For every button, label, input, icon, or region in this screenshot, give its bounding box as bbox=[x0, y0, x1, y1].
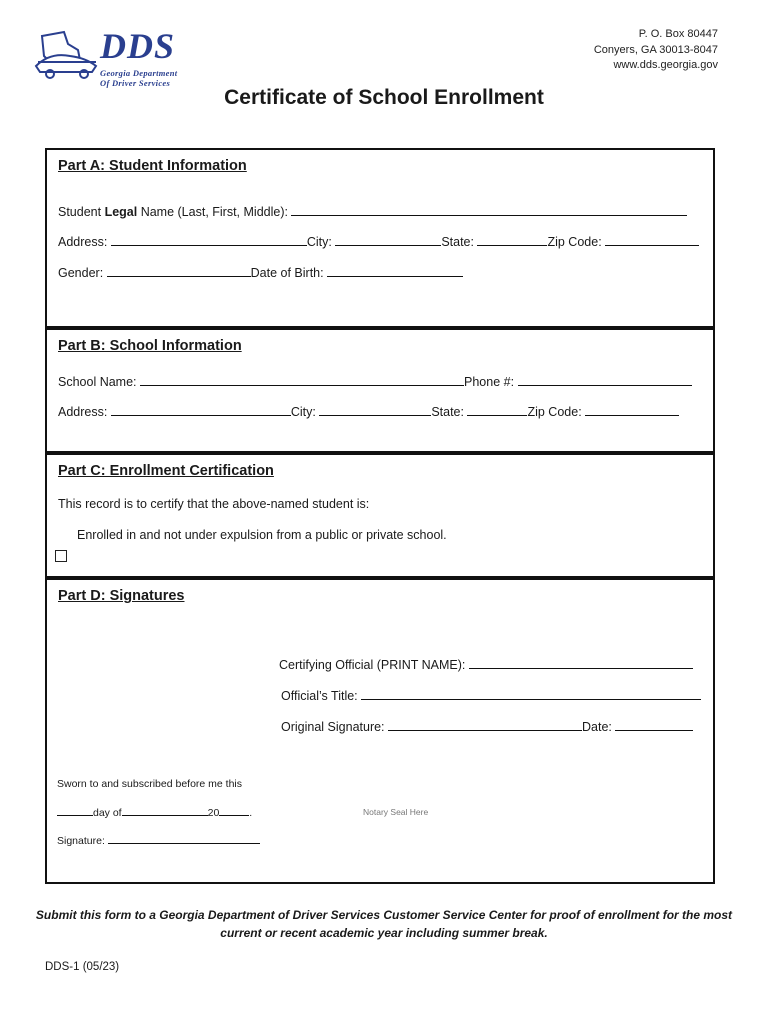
official-title-row bbox=[281, 686, 701, 703]
page-title: Certificate of School Enrollment bbox=[224, 86, 544, 109]
gender-dob-row bbox=[58, 263, 463, 280]
notary-seal-placeholder: Notary Seal Here bbox=[363, 807, 429, 817]
school-zip-label: Zip Code: bbox=[527, 405, 582, 419]
georgia-map-car-icon bbox=[34, 26, 100, 84]
school-city-label: City: bbox=[290, 405, 316, 419]
student-state-field[interactable] bbox=[477, 232, 547, 246]
certification-statement: This record is to certify that the above-named student is: bbox=[58, 497, 370, 511]
part-a-title: Part A: Student Information bbox=[58, 158, 247, 174]
student-name-label-bold: Legal bbox=[104, 205, 138, 219]
city-state-zip: Conyers, GA 30013-8047 bbox=[593, 43, 718, 56]
school-city-field[interactable] bbox=[319, 402, 431, 416]
enrollment-option-label: Enrolled in and not under expulsion from a public or private school. bbox=[77, 528, 447, 542]
city-label: City: bbox=[306, 235, 332, 249]
original-signature-label: Original Signature: bbox=[281, 720, 385, 734]
submission-instructions bbox=[20, 906, 748, 942]
part-d-section bbox=[45, 578, 715, 884]
instructions-line-2: current or recent academic year including summer break. bbox=[220, 926, 548, 940]
logo-wordmark: DDS bbox=[100, 26, 176, 66]
official-title-field[interactable] bbox=[361, 686, 701, 700]
official-name-row bbox=[279, 655, 693, 672]
sworn-statement: Sworn to and subscribed before me this bbox=[57, 778, 243, 790]
day-of-label: day of bbox=[93, 807, 122, 819]
contact-block bbox=[594, 27, 718, 74]
notary-day-field[interactable] bbox=[57, 804, 93, 816]
part-b-title: Part B: School Information bbox=[58, 338, 242, 354]
signature-date-field[interactable] bbox=[615, 717, 693, 731]
date-label: Date: bbox=[582, 720, 612, 734]
signature-row bbox=[281, 717, 693, 734]
gender-label: Gender: bbox=[58, 266, 104, 280]
part-a-section bbox=[45, 148, 715, 328]
notary-signature-label: Signature: bbox=[57, 835, 105, 847]
notary-year-field[interactable] bbox=[219, 804, 249, 816]
school-address-field[interactable] bbox=[111, 402, 291, 416]
school-address-row bbox=[58, 402, 679, 419]
part-c-section bbox=[45, 453, 715, 578]
state-label: State: bbox=[441, 235, 474, 249]
gender-field[interactable] bbox=[107, 263, 251, 277]
school-name-label: School Name: bbox=[58, 375, 137, 389]
instructions-line-1: Submit this form to a Georgia Department of Driver Services Customer Service Center for proof of enrollment for the most bbox=[35, 908, 733, 922]
student-name-label-pre: Student bbox=[58, 205, 105, 219]
student-zip-field[interactable] bbox=[605, 232, 699, 246]
school-phone-field[interactable] bbox=[518, 372, 692, 386]
dds-logo bbox=[34, 22, 194, 88]
address-label: Address: bbox=[58, 235, 108, 249]
student-address-row bbox=[58, 232, 699, 249]
logo-line-2: Of Driver Services bbox=[100, 78, 171, 88]
student-name-row bbox=[58, 202, 687, 219]
notary-signature-field[interactable] bbox=[108, 832, 260, 844]
student-city-field[interactable] bbox=[335, 232, 441, 246]
school-zip-field[interactable] bbox=[585, 402, 679, 416]
student-address-field[interactable] bbox=[111, 232, 307, 246]
official-name-field[interactable] bbox=[469, 655, 693, 669]
po-box: P. O. Box 80447 bbox=[638, 28, 718, 40]
school-state-field[interactable] bbox=[467, 402, 527, 416]
student-name-label-post: Name (Last, First, Middle): bbox=[137, 205, 288, 219]
school-name-row bbox=[58, 372, 692, 389]
dob-field[interactable] bbox=[327, 263, 463, 277]
part-c-title: Part C: Enrollment Certification bbox=[58, 463, 274, 479]
period: . bbox=[249, 807, 253, 819]
official-name-label: Certifying Official (PRINT NAME): bbox=[279, 658, 466, 672]
school-name-field[interactable] bbox=[140, 372, 464, 386]
original-signature-field[interactable] bbox=[388, 717, 582, 731]
notary-month-field[interactable] bbox=[122, 804, 208, 816]
part-b-section bbox=[45, 328, 715, 453]
school-state-label: State: bbox=[431, 405, 464, 419]
year-prefix: 20 bbox=[207, 807, 220, 819]
dob-label: Date of Birth: bbox=[250, 266, 324, 280]
notary-signature-row bbox=[57, 832, 260, 847]
logo-line-1: Georgia Department bbox=[100, 68, 178, 78]
website: www.dds.georgia.gov bbox=[613, 59, 718, 71]
phone-label: Phone #: bbox=[464, 375, 515, 389]
form-id: DDS-1 (05/23) bbox=[45, 961, 120, 973]
school-address-label: Address: bbox=[58, 405, 108, 419]
student-name-field[interactable] bbox=[291, 202, 687, 216]
notary-date-row bbox=[57, 804, 252, 819]
zip-label: Zip Code: bbox=[547, 235, 602, 249]
enrollment-checkbox[interactable] bbox=[55, 550, 67, 562]
part-d-title: Part D: Signatures bbox=[58, 588, 185, 604]
official-title-label: Official’s Title: bbox=[281, 689, 358, 703]
